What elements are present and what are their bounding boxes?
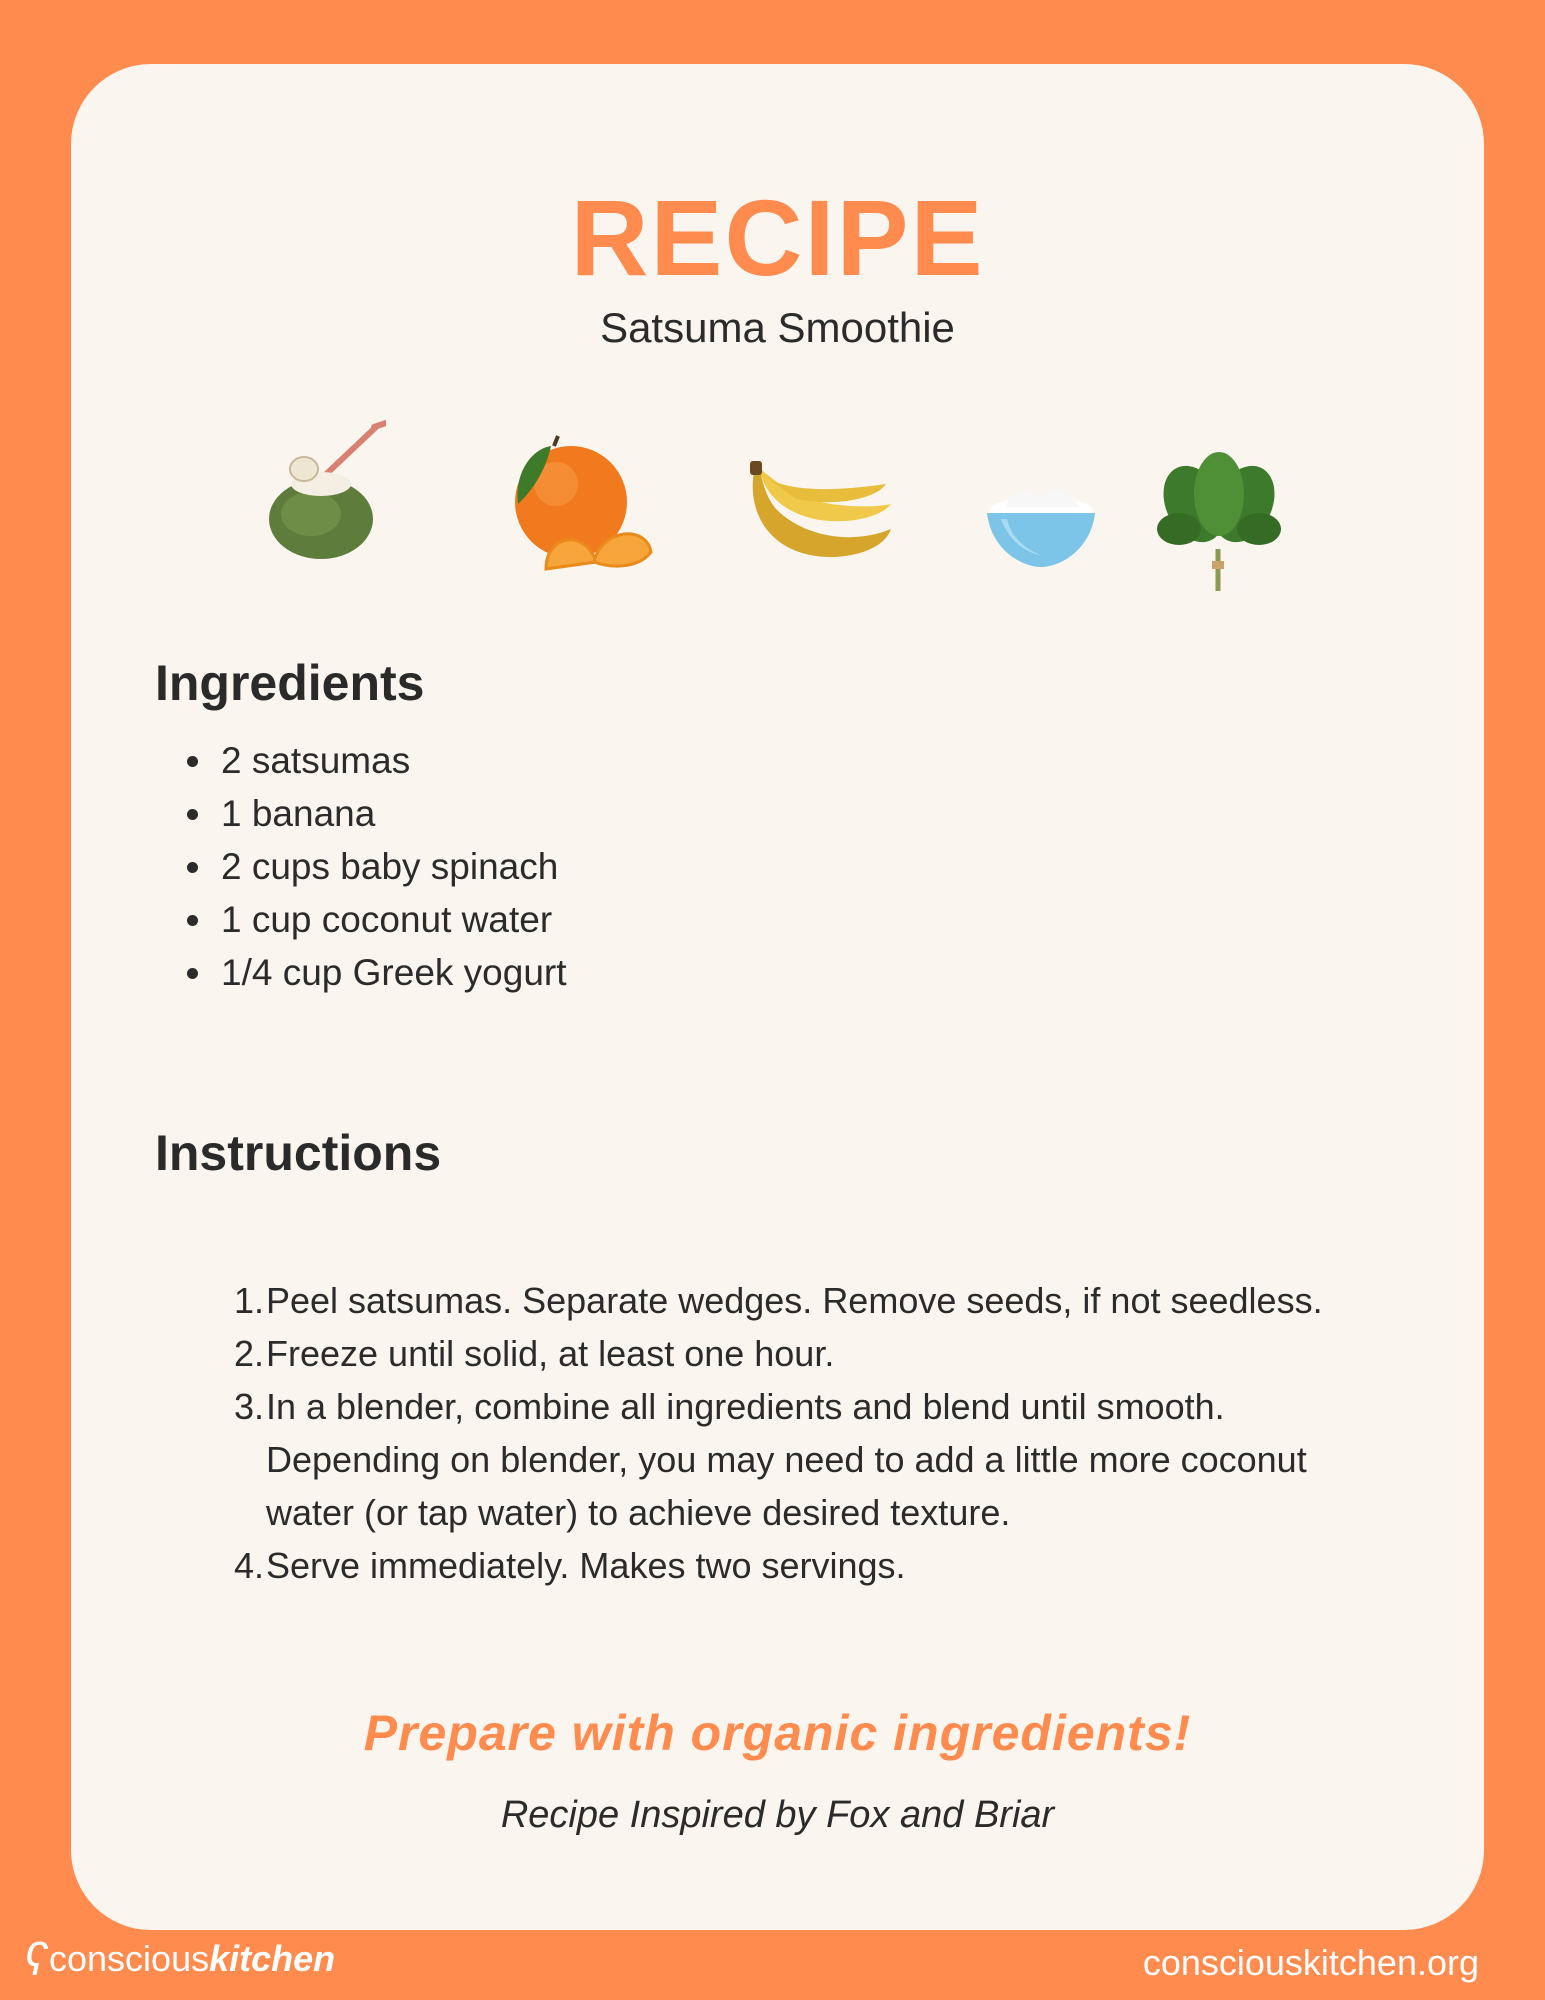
recipe-credit: Recipe Inspired by Fox and Briar [500, 1794, 1055, 1836]
list-item: 2 satsumas [221, 734, 567, 787]
list-item: 1 cup coconut water [221, 893, 567, 946]
ingredients-list [221, 734, 567, 999]
list-item: 1 banana [221, 787, 567, 840]
banana-icon [736, 459, 896, 569]
organic-tagline: Prepare with organic ingredients! [363, 1705, 1192, 1761]
step-number: 4. [233, 1545, 264, 1586]
step-text: Peel satsumas. Separate wedges. Remove seeds, if not seedless. [266, 1280, 1323, 1321]
instruction-step [226, 1274, 1476, 1327]
list-item: 2 cups baby spinach [221, 840, 567, 893]
step-text: Freeze until solid, at least one hour. [266, 1333, 835, 1374]
instruction-step [226, 1539, 1476, 1592]
yogurt-bowl-icon [981, 479, 1101, 569]
spinach-icon [1154, 449, 1284, 594]
conscious-kitchen-logo[interactable] [24, 1934, 335, 1984]
step-number: 2. [233, 1333, 264, 1374]
carrot-swirl-icon: ʕ [24, 1933, 47, 1985]
satsuma-icon [506, 434, 666, 574]
logo-text-conscious: conscious [49, 1938, 210, 1979]
ingredients-heading: Ingredients [155, 655, 425, 711]
step-text: Serve immediately. Makes two servings. [266, 1545, 906, 1586]
recipe-subtitle: Satsuma Smoothie [600, 304, 955, 351]
website-link[interactable]: consciouskitchen.org [1142, 1942, 1479, 1983]
page-title: RECIPE [570, 177, 985, 298]
coconut-icon [266, 419, 386, 559]
instruction-step [226, 1380, 1476, 1539]
instruction-step [226, 1327, 1476, 1380]
logo-text-kitchen: kitchen [209, 1938, 336, 1979]
step-text: In a blender, combine all ingredients and blend until smooth. Depending on blender, you may need to add a little more coconut water (or tap water) to achieve desired texture. [266, 1386, 1307, 1533]
instructions-list [226, 1274, 1476, 1592]
instructions-heading: Instructions [155, 1125, 442, 1181]
step-number: 3. [233, 1386, 264, 1427]
recipe-card [71, 64, 1484, 1930]
list-item: 1/4 cup Greek yogurt [221, 946, 567, 999]
step-number: 1. [233, 1280, 264, 1321]
